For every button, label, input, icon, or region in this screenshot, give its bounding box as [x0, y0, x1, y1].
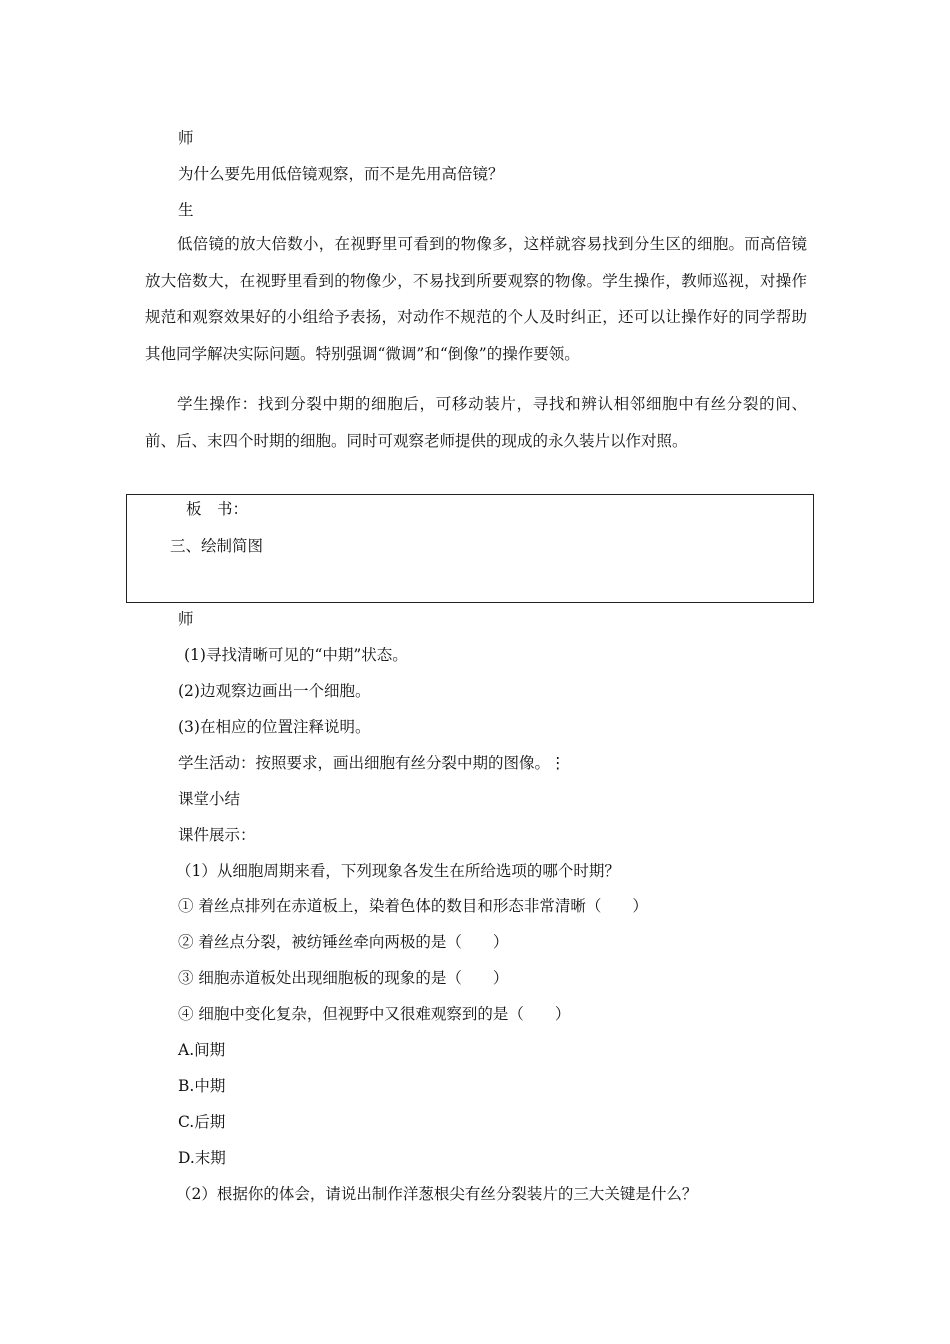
speaker-student: 生 — [178, 201, 194, 219]
speaker-teacher-2: 师 — [178, 610, 194, 628]
step-2: (2)边观察边画出一个细胞。 — [178, 682, 371, 700]
question-item-1: ① 着丝点排列在赤道板上，染着色体的数目和形态非常清晰（ ） — [178, 897, 648, 915]
step-1: (1)寻找清晰可见的“中期”状态。 — [184, 646, 408, 664]
question-item-2: ② 着丝点分裂，被纺锤丝牵向两极的是（ ） — [178, 933, 509, 951]
option-d: D.末期 — [178, 1149, 226, 1167]
blackboard-label: 板 书： — [186, 500, 249, 518]
question-item-4: ④ 细胞中变化复杂，但视野中又很难观察到的是（ ） — [178, 1005, 571, 1023]
question-item-3: ③ 细胞赤道板处出现细胞板的现象的是（ ） — [178, 969, 509, 987]
student-operation-paragraph: 学生操作：找到分裂中期的细胞后，可移动装片，寻找和辨认相邻细胞中有丝分裂的间、前、后、末四个时期的细胞。同时可观察老师提供的现成的永久装片以作对照。 — [145, 395, 807, 450]
courseware-label: 课件展示： — [178, 826, 256, 844]
question-2: （2）根据你的体会，请说出制作洋葱根尖有丝分裂装片的三大关键是什么？ — [176, 1185, 698, 1203]
question-text: 为什么要先用低倍镜观察，而不是先用高倍镜？ — [178, 165, 504, 183]
speaker-teacher: 师 — [178, 129, 194, 147]
student-activity: 学生活动：按照要求，画出细胞有丝分裂中期的图像。⋮ — [178, 754, 566, 772]
option-b: B.中期 — [178, 1077, 226, 1095]
option-a: A.间期 — [178, 1041, 226, 1059]
answer-paragraph: 低倍镜的放大倍数小，在视野里可看到的物像多，这样就容易找到分生区的细胞。而高倍镜放大倍数大，在视野里看到的物像少，不易找到所要观察的物像。学生操作，教师巡视，对操作规范和观察效果好的小组给予表扬，对动作不规范的个人及时纠正，还可以让操作好的同学帮助其他同学解决实际问题。特别强调“微调”和“倒像”的操作要领。 — [145, 235, 807, 363]
question-1: （1）从细胞周期来看，下列现象各发生在所给选项的哪个时期？ — [176, 862, 620, 880]
class-summary-heading: 课堂小结 — [178, 790, 241, 808]
blackboard-heading: 三、绘制简图 — [170, 537, 264, 555]
option-c: C.后期 — [178, 1113, 226, 1131]
step-3: (3)在相应的位置注释说明。 — [178, 718, 371, 736]
